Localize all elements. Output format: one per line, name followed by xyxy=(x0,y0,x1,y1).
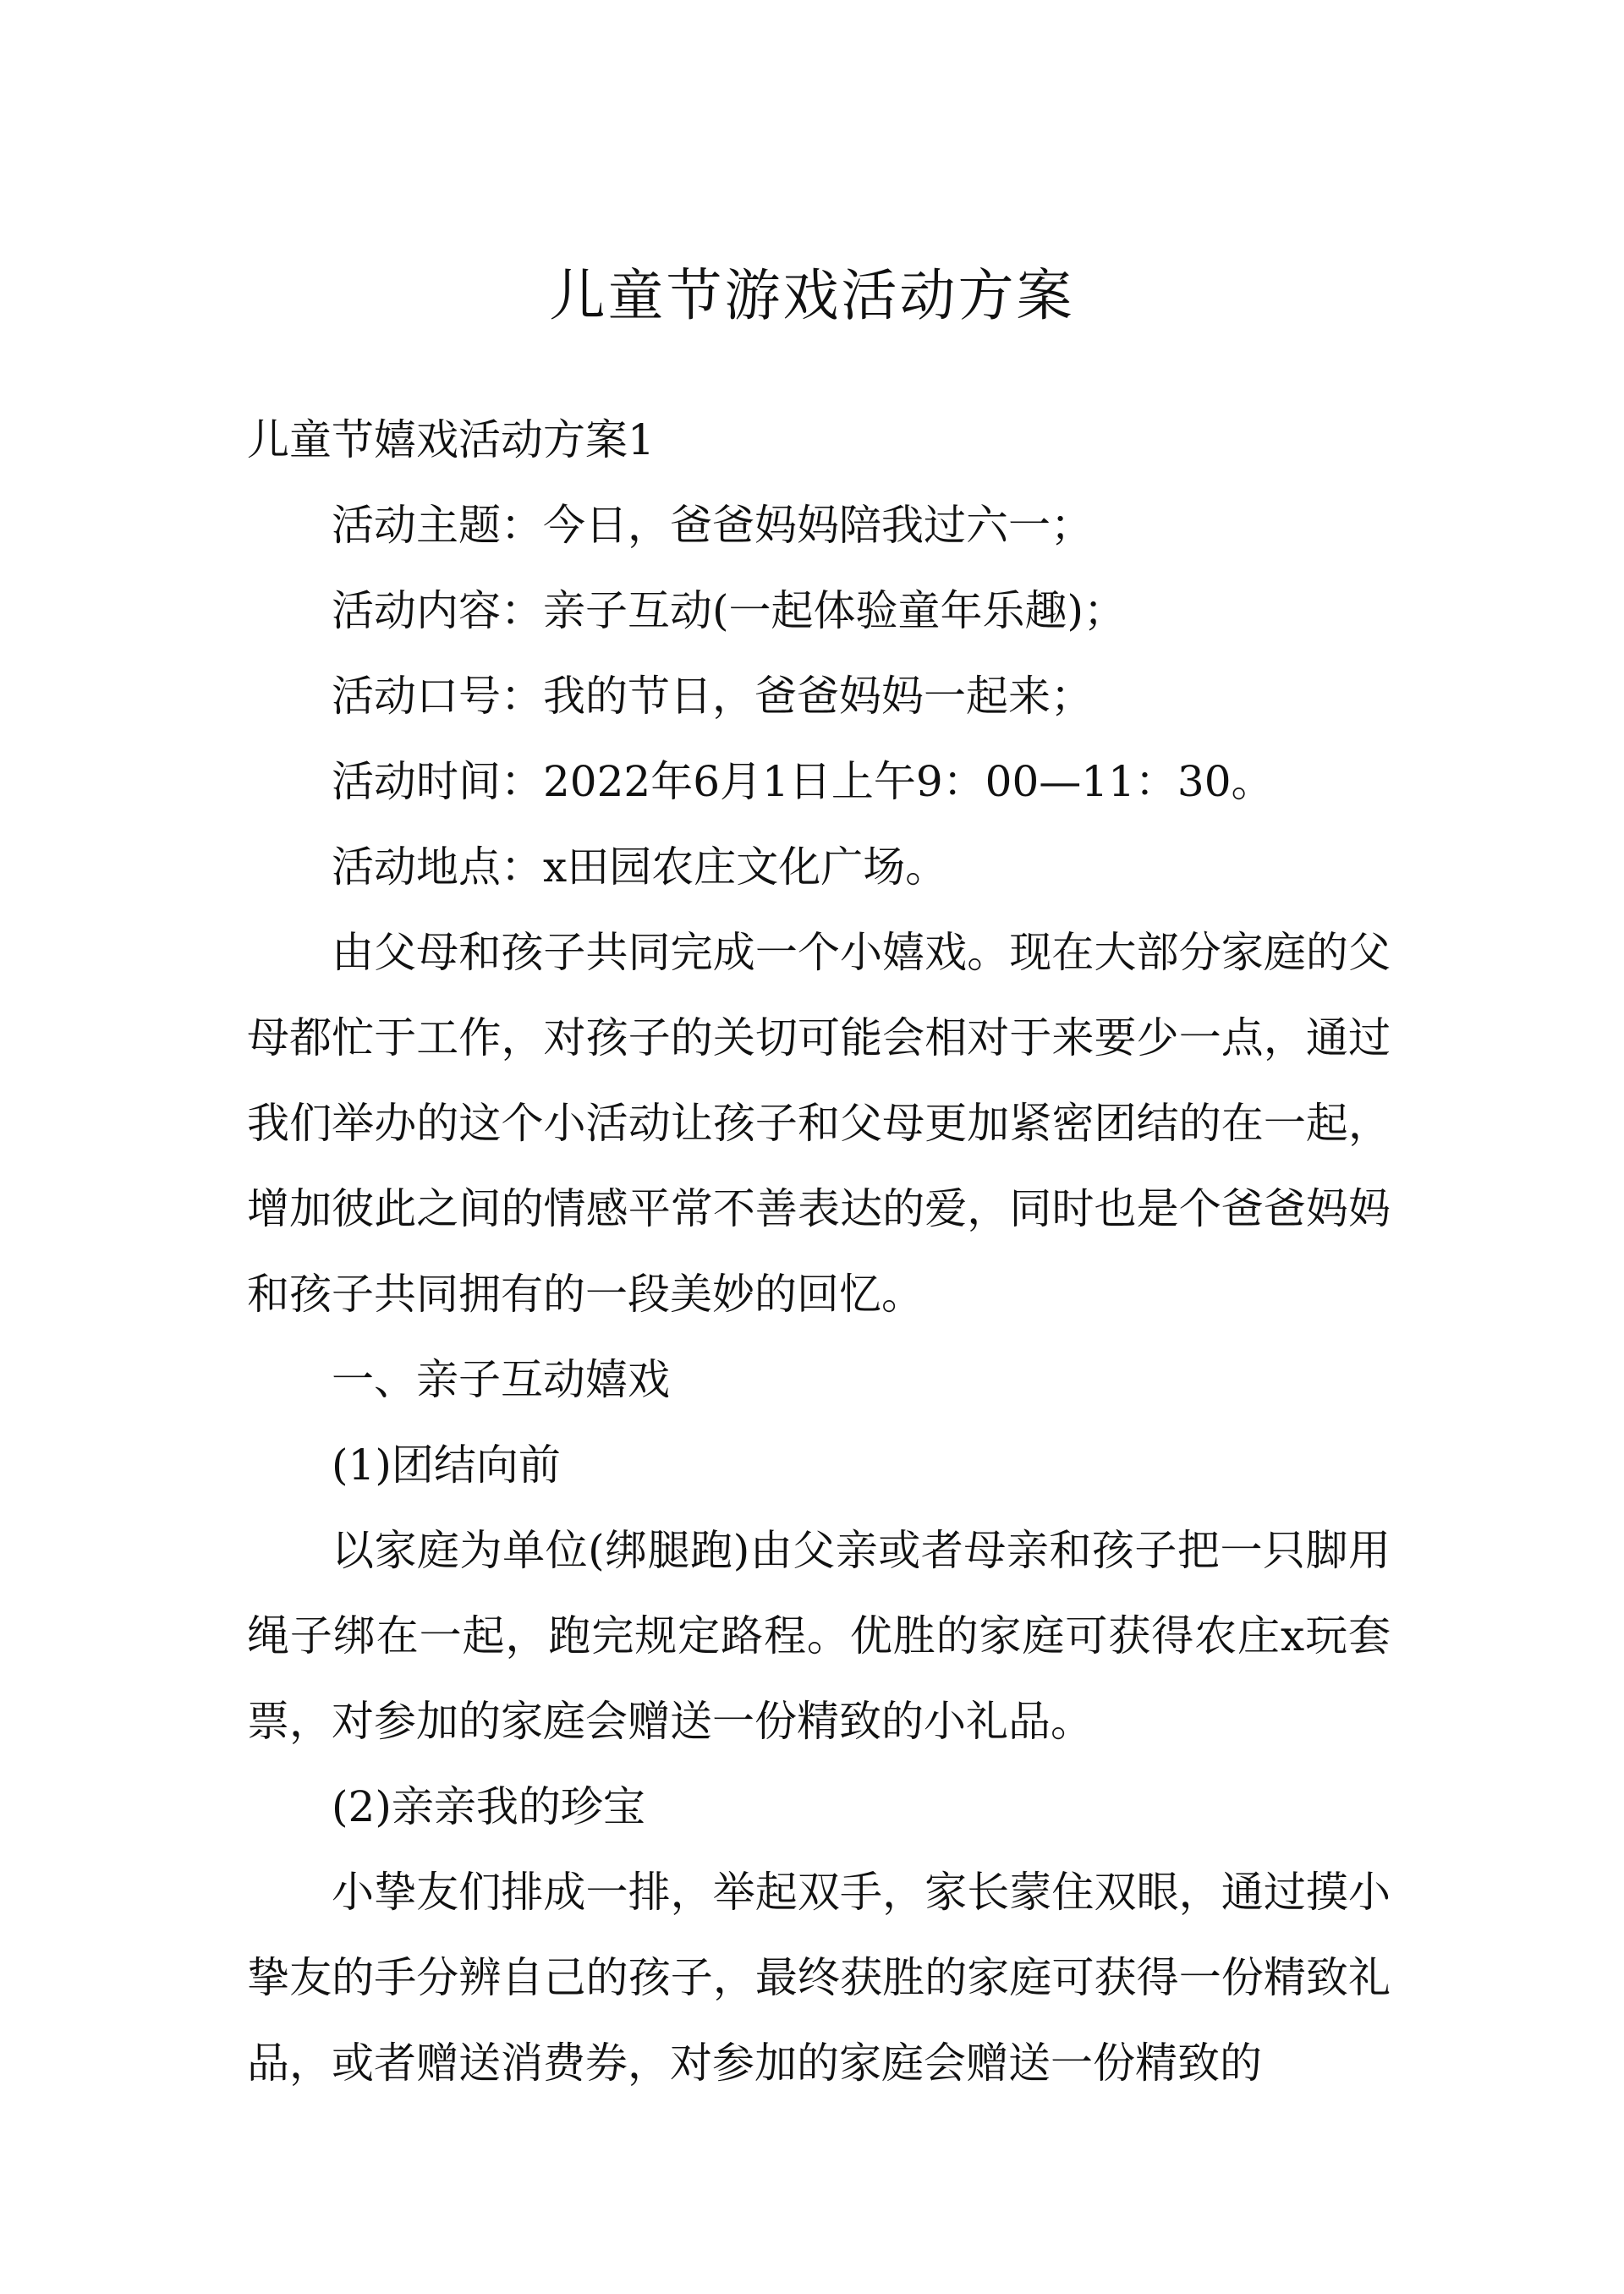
field-time xyxy=(247,739,1391,825)
item-1-title: (1)团结向前 xyxy=(332,1441,561,1490)
field-label: 活动口号： xyxy=(332,672,543,721)
field-label: 活动时间： xyxy=(332,757,543,806)
field-slogan xyxy=(247,654,1391,739)
item-2-title: (2)亲亲我的珍宝 xyxy=(332,1782,645,1831)
item-2-text: 小挚友们排成一排，举起双手，家长蒙住双眼，通过摸小挚友的手分辨自己的孩子，最终获胜的家庭可获得一份精致礼品，或者赠送消费券，对参加的家庭会赠送一份精致的 xyxy=(247,1868,1391,2088)
heading-parent-child-games: 一、亲子互动嬉戏 xyxy=(332,1355,670,1404)
field-label: 活动主题： xyxy=(332,501,543,550)
field-value: 亲子互动(一起体验童年乐趣)； xyxy=(543,586,1127,635)
field-label: 活动内容： xyxy=(332,586,543,635)
intro-paragraph: 由父母和孩子共同完成一个小嬉戏。现在大部分家庭的父母都忙于工作，对孩子的关切可能会相对于来要少一点，通过我们举办的这个小活动让孩子和父母更加紧密团结的在一起，增加彼此之间的情感平常不善表达的爱，同时也是个爸爸妈妈和孩子共同拥有的一段美妙的回忆。 xyxy=(247,928,1391,1319)
document-body xyxy=(247,398,1391,2106)
document-title: 儿童节游戏活动方案 xyxy=(549,263,1075,328)
field-content xyxy=(247,568,1391,654)
field-value: 我的节日，爸爸妈妈一起来； xyxy=(543,672,1093,721)
item-1-text: 以家庭为单位(绑腿跑)由父亲或者母亲和孩子把一只脚用绳子绑在一起，跑完规定路程。优胜的家庭可获得农庄x玩套票，对参加的家庭会赠送一份精致的小礼品。 xyxy=(247,1526,1391,1746)
field-label: 活动地点： xyxy=(332,842,543,892)
field-value: 2022年6月1日上午9：00—11：30。 xyxy=(543,757,1274,806)
section-title: 儿童节嬉戏活动方案1 xyxy=(247,415,655,464)
field-value: x田园农庄文化广场。 xyxy=(543,842,948,892)
field-theme xyxy=(247,483,1391,568)
field-location xyxy=(247,825,1391,910)
field-value: 今日，爸爸妈妈陪我过六一； xyxy=(543,501,1093,550)
